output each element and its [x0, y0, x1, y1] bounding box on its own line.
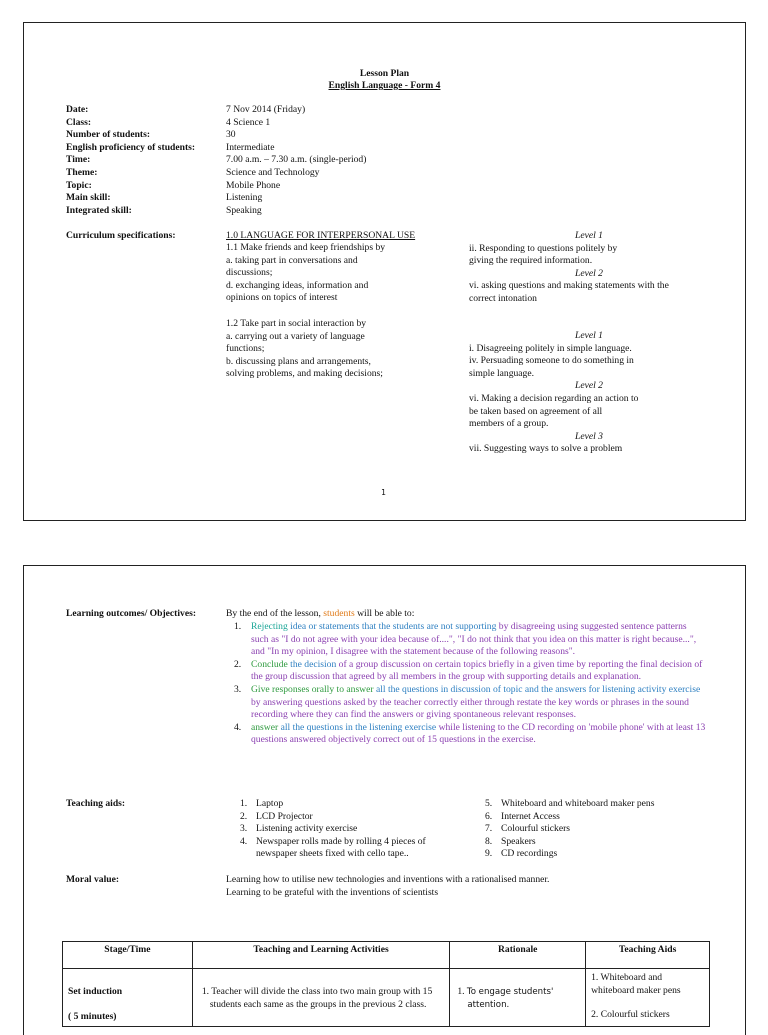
curriculum-line: opinions on topics of interest — [226, 292, 338, 304]
aid-text: Laptop — [256, 798, 284, 809]
objectives-label: Learning outcomes/ Objectives: — [66, 608, 197, 619]
aid-text: Whiteboard and whiteboard maker pens — [501, 798, 655, 809]
aid-number: 5. — [485, 798, 493, 809]
objectives-list — [226, 621, 706, 747]
curriculum-right-block-2 — [469, 330, 709, 456]
document-subtitle: English Language - Form 4 — [328, 80, 441, 91]
level-heading: Level 1 — [575, 330, 603, 341]
aid-text: Colourful stickers — [501, 823, 571, 835]
aid-text: Newspaper rolls made by rolling 4 pieces of newspaper sheets fixed with cello tape.. — [256, 835, 426, 860]
document-page-2 — [23, 565, 746, 1035]
curriculum-line: ii. Responding to questions politely by — [469, 242, 618, 254]
activity-cell — [192, 969, 450, 1027]
level-heading: Level 2 — [575, 380, 603, 392]
curriculum-line: solving problems, and making decisions; — [226, 368, 383, 380]
detail-value: Mobile Phone — [226, 179, 281, 191]
page-number: 1 — [381, 488, 386, 497]
level-heading: Level 1 — [575, 230, 603, 241]
detail-label: English proficiency of students: — [66, 141, 196, 153]
curriculum-left-block-1 — [226, 242, 385, 305]
aid-number: 2. — [240, 810, 248, 822]
aid-number: 3. — [240, 823, 248, 835]
objective-content: the decision — [290, 658, 339, 670]
detail-label: Integrated skill: — [66, 204, 132, 216]
objective-verb: Rejecting — [251, 621, 291, 632]
teaching-aid-item — [479, 848, 719, 861]
curriculum-right-block-1 — [469, 230, 709, 306]
aids-cell — [586, 969, 710, 1027]
aid-number: 9. — [485, 848, 493, 860]
curriculum-line: a. taking part in conversations and — [226, 254, 358, 266]
objectives-intro-students: students — [323, 608, 355, 619]
aid-number: 4. — [240, 835, 248, 847]
detail-value: 30 — [226, 129, 236, 141]
objective-condition: by answering questions asked by the teacher correctly either through restate the key words or phrases in the sound recording where they can find the answers or giving spontaneous relevant responses. — [251, 696, 689, 721]
detail-value: 4 Science 1 — [226, 116, 271, 128]
curriculum-line: vi. asking questions and making statements with the — [469, 280, 669, 292]
objective-number: 1. — [234, 621, 242, 632]
teaching-aid-item — [234, 836, 466, 861]
detail-value: Science and Technology — [226, 166, 320, 178]
moral-line: Learning to be grateful with the inventions of scientists — [226, 886, 439, 898]
level-heading: Level 3 — [575, 430, 603, 442]
detail-value: Speaking — [226, 204, 262, 216]
objective-item — [226, 659, 706, 684]
moral-value-text — [226, 874, 549, 899]
activity-text: 1. Teacher will divide the class into two main group with 15 students each same as the groups in the previous 2 class. — [201, 986, 433, 1010]
table-row — [63, 969, 710, 1027]
teaching-aid-item — [479, 823, 719, 836]
teaching-aid-item — [234, 823, 466, 836]
curriculum-line: giving the required information. — [469, 255, 593, 267]
rationale-text — [455, 986, 580, 1011]
teaching-aid-item — [479, 811, 719, 824]
stage-time: ( 5 minutes) — [68, 1010, 117, 1022]
rationale-number: 1. — [457, 986, 467, 997]
curriculum-line: i. Disagreeing politely in simple language. — [469, 342, 632, 354]
curriculum-line: iv. Persuading someone to do something in — [469, 355, 634, 367]
stage-name: Set induction — [68, 986, 123, 997]
detail-label: Topic: — [66, 179, 92, 191]
objective-content: idea or statements that the students are not supporting — [290, 621, 499, 632]
table-header-row — [63, 942, 710, 969]
objectives-intro-post: will be able to: — [354, 608, 415, 619]
column-header: Teaching and Learning Activities — [192, 942, 450, 969]
document-page-1 — [23, 22, 746, 521]
detail-label: Main skill: — [66, 192, 111, 204]
detail-value: 7 Nov 2014 (Friday) — [226, 104, 306, 115]
objective-number: 2. — [234, 658, 242, 670]
objective-condition: of a group discussion on certain topics briefly in a given time by reporting the final decision of the group discussion that agreed by all members in the group with supporting details and explanation. — [251, 658, 703, 683]
curriculum-line: d. exchanging ideas, information and — [226, 279, 369, 291]
aid-text: Speakers — [501, 835, 536, 847]
aid-entry: 2. Colourful stickers — [591, 1009, 670, 1021]
column-header: Stage/Time — [63, 942, 193, 969]
aid-text: LCD Projector — [256, 810, 313, 822]
curriculum-line: a. carrying out a variety of language — [226, 330, 365, 342]
objective-number: 3. — [234, 683, 242, 695]
teaching-aids-list-left — [234, 798, 466, 861]
lesson-table — [62, 941, 710, 1027]
curriculum-line: discussions; — [226, 267, 273, 279]
detail-label: Date: — [66, 104, 89, 115]
objective-verb: Give responses orally to answer — [251, 683, 376, 695]
curriculum-label: Curriculum specifications: — [66, 230, 176, 241]
objective-item — [226, 621, 706, 659]
objective-verb: answer — [251, 721, 281, 733]
teaching-aid-item — [234, 811, 466, 824]
aid-number: 1. — [240, 798, 248, 809]
moral-line: Learning how to utilise new technologies and inventions with a rationalised manner. — [226, 874, 550, 885]
objectives-intro — [226, 608, 414, 621]
column-header: Teaching Aids — [586, 942, 710, 969]
curriculum-line: correct intonation — [469, 292, 537, 304]
curriculum-line: 1.1 Make friends and keep friendships by — [226, 242, 386, 253]
teaching-aid-item — [479, 798, 719, 811]
teaching-aids-label: Teaching aids: — [66, 798, 126, 809]
teaching-aid-item — [234, 798, 466, 811]
level-heading: Level 2 — [575, 267, 603, 279]
details-labels — [66, 104, 195, 217]
aid-entry: 1. Whiteboard and whiteboard maker pens — [591, 972, 681, 996]
objective-verb: Conclude — [251, 658, 291, 670]
objectives-intro-pre: By the end of the lesson, — [226, 608, 324, 619]
stage-cell — [63, 969, 193, 1027]
objective-content: all the questions in discussion of topic and the answers for listening activity exercise — [375, 683, 701, 695]
aid-number: 6. — [485, 810, 493, 822]
curriculum-line: be taken based on agreement of all — [469, 405, 603, 417]
detail-value: 7.00 a.m. – 7.30 a.m. (single-period) — [226, 154, 367, 166]
curriculum-line: simple language. — [469, 367, 535, 379]
objective-item — [226, 684, 706, 722]
teaching-aid-item — [479, 836, 719, 849]
rationale-cell — [450, 969, 586, 1027]
objective-item — [226, 722, 706, 747]
moral-value-label: Moral value: — [66, 874, 120, 885]
curriculum-line: vii. Suggesting ways to solve a problem — [469, 443, 623, 455]
details-values — [226, 104, 366, 217]
aid-text: CD recordings — [501, 848, 558, 860]
rationale-body: To engage students' attention. — [466, 987, 554, 1010]
document-title: Lesson Plan — [359, 68, 410, 79]
detail-label: Time: — [66, 154, 91, 166]
objective-content: all the questions in the listening exercise — [280, 721, 439, 733]
objective-number: 4. — [234, 721, 242, 733]
detail-label: Theme: — [66, 166, 98, 178]
objective-condition: while listening to the CD recording on 'mobile phone' with at least 13 questions answered objectively correct out of 15 questions in the exercise. — [251, 721, 706, 746]
detail-label: Number of students: — [66, 129, 151, 141]
curriculum-heading: 1.0 LANGUAGE FOR INTERPERSONAL USE — [226, 230, 416, 241]
curriculum-line: functions; — [226, 343, 265, 355]
detail-value: Listening — [226, 192, 263, 204]
curriculum-line: b. discussing plans and arrangements, — [226, 355, 371, 367]
column-header: Rationale — [450, 942, 586, 969]
curriculum-line: vi. Making a decision regarding an action to — [469, 392, 639, 404]
aid-text: Listening activity exercise — [256, 823, 358, 835]
aid-number: 8. — [485, 835, 493, 847]
aid-text: Internet Access — [501, 810, 560, 822]
detail-label: Class: — [66, 116, 92, 128]
curriculum-left-block-2 — [226, 318, 383, 381]
objective-condition: by disagreeing using suggested sentence patterns such as "I do not agree with your idea because of....", "I do not think that you idea on this matter is right because...", and "In my opinion, I disagree with the statement because of the following reasons". — [251, 621, 697, 658]
detail-value: Intermediate — [226, 141, 275, 153]
curriculum-line: 1.2 Take part in social interaction by — [226, 318, 367, 329]
curriculum-line: members of a group. — [469, 418, 549, 430]
aid-number: 7. — [485, 823, 493, 835]
teaching-aids-list-right — [479, 798, 719, 861]
